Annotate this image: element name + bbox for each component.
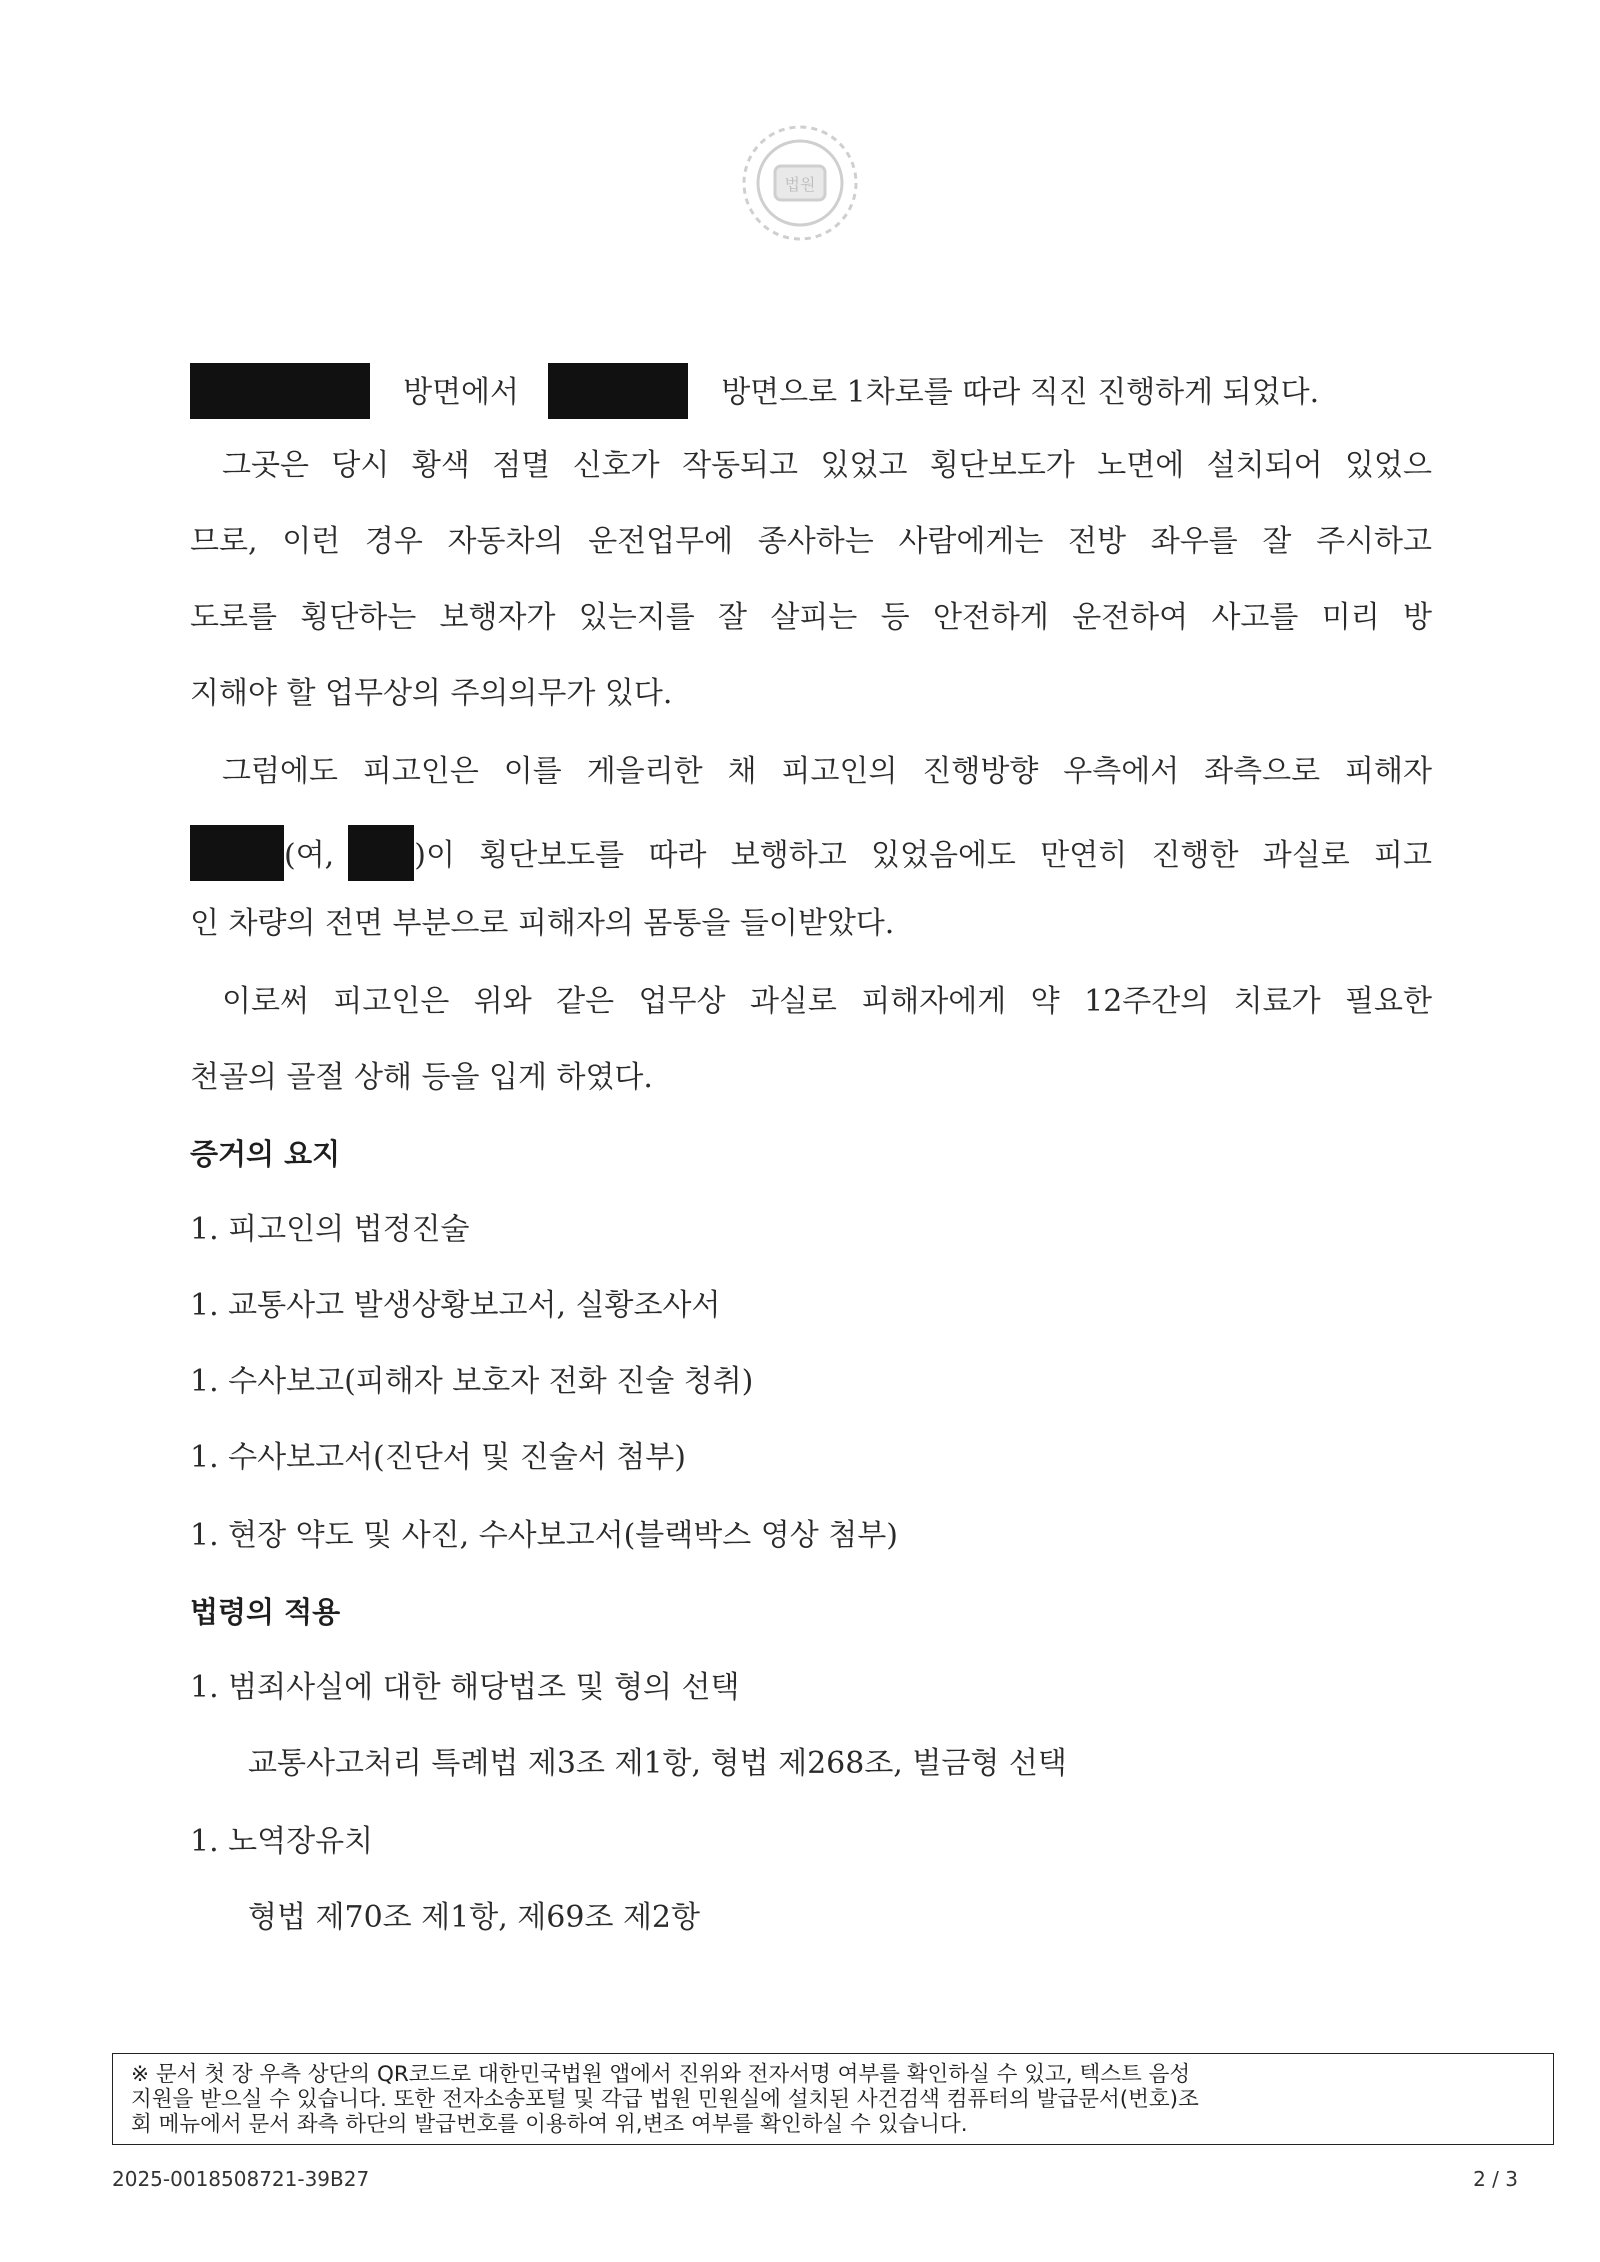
verification-notice [112,2053,1554,2145]
notice-line: 지원을 받으실 수 있습니다. 또한 전자소송포털 및 각급 법원 민원실에 설치된 사건검색 컴퓨터의 발급문서(번호)조 [131,2087,1199,2112]
facts-paragraph-line: 도로를 횡단하는 보행자가 있는지를 잘 살피는 등 안전하게 운전하여 사고를 미리 방 [190,600,1432,635]
svg-text:법원: 법원 [784,175,816,194]
evidence-item: 1. 수사보고(피해자 보호자 전화 진술 청취) [190,1364,754,1399]
facts-paragraph-line: 그곳은 당시 황색 점멸 신호가 작동되고 있었고 횡단보도가 노면에 설치되어 있었으 [222,448,1432,483]
facts-paragraph-line: 이로써 피고인은 위와 같은 업무상 과실로 피해자에게 약 12주간의 치료가 필요한 [222,984,1432,1019]
evidence-item: 1. 교통사고 발생상황보고서, 실황조사서 [190,1288,721,1323]
redaction-block [190,825,284,881]
facts-paragraph-line: 지해야 할 업무상의 주의의무가 있다. [190,676,673,711]
facts-paragraph-line: (여, )이 횡단보도를 따라 보행하고 있었음에도 만연히 진행한 과실로 피고 [190,828,1432,884]
redaction-block [548,363,688,419]
facts-paragraph-line: 므로, 이런 경우 자동차의 운전업무에 종사하는 사람에게는 전방 좌우를 잘 주시하고 [190,524,1432,559]
redaction-block [348,825,414,881]
notice-line: ※ 문서 첫 장 우측 상단의 QR코드로 대한민국법원 앱에서 진위와 전자서명 여부를 확인하실 수 있고, 텍스트 음성 [131,2062,1191,2087]
evidence-item: 1. 현장 약도 및 사진, 수사보고서(블랙박스 영상 첨부) [190,1518,898,1553]
facts-line-1: 방면에서 방면으로 1차로를 따라 직진 진행하게 되었다. [190,366,1319,422]
evidence-item: 1. 피고인의 법정진술 [190,1212,470,1247]
court-seal-watermark [735,118,865,248]
redaction-block [190,363,370,419]
issue-number: 2025-0018508721-39B27 [112,2167,370,2191]
law-item: 1. 범죄사실에 대한 해당법조 및 형의 선택 [190,1670,740,1705]
evidence-heading: 증거의 요지 [190,1137,341,1171]
facts-paragraph-line: 인 차량의 전면 부분으로 피해자의 몸통을 들이받았다. [190,906,895,941]
law-item: 1. 노역장유치 [190,1824,374,1859]
law-heading: 법령의 적용 [190,1595,341,1629]
evidence-item: 1. 수사보고서(진단서 및 진술서 첨부) [190,1440,686,1475]
page-number: 2 / 3 [1473,2167,1518,2191]
law-item-detail: 형법 제70조 제1항, 제69조 제2항 [248,1900,701,1935]
facts-paragraph-line: 천골의 골절 상해 등을 입게 하였다. [190,1060,653,1095]
law-item-detail: 교통사고처리 특례법 제3조 제1항, 형법 제268조, 벌금형 선택 [248,1746,1067,1781]
facts-paragraph-line: 그럼에도 피고인은 이를 게을리한 채 피고인의 진행방향 우측에서 좌측으로 피해자 [222,754,1432,789]
notice-line: 회 메뉴에서 문서 좌측 하단의 발급번호를 이용하여 위,변조 여부를 확인하실 수 있습니다. [131,2112,968,2137]
